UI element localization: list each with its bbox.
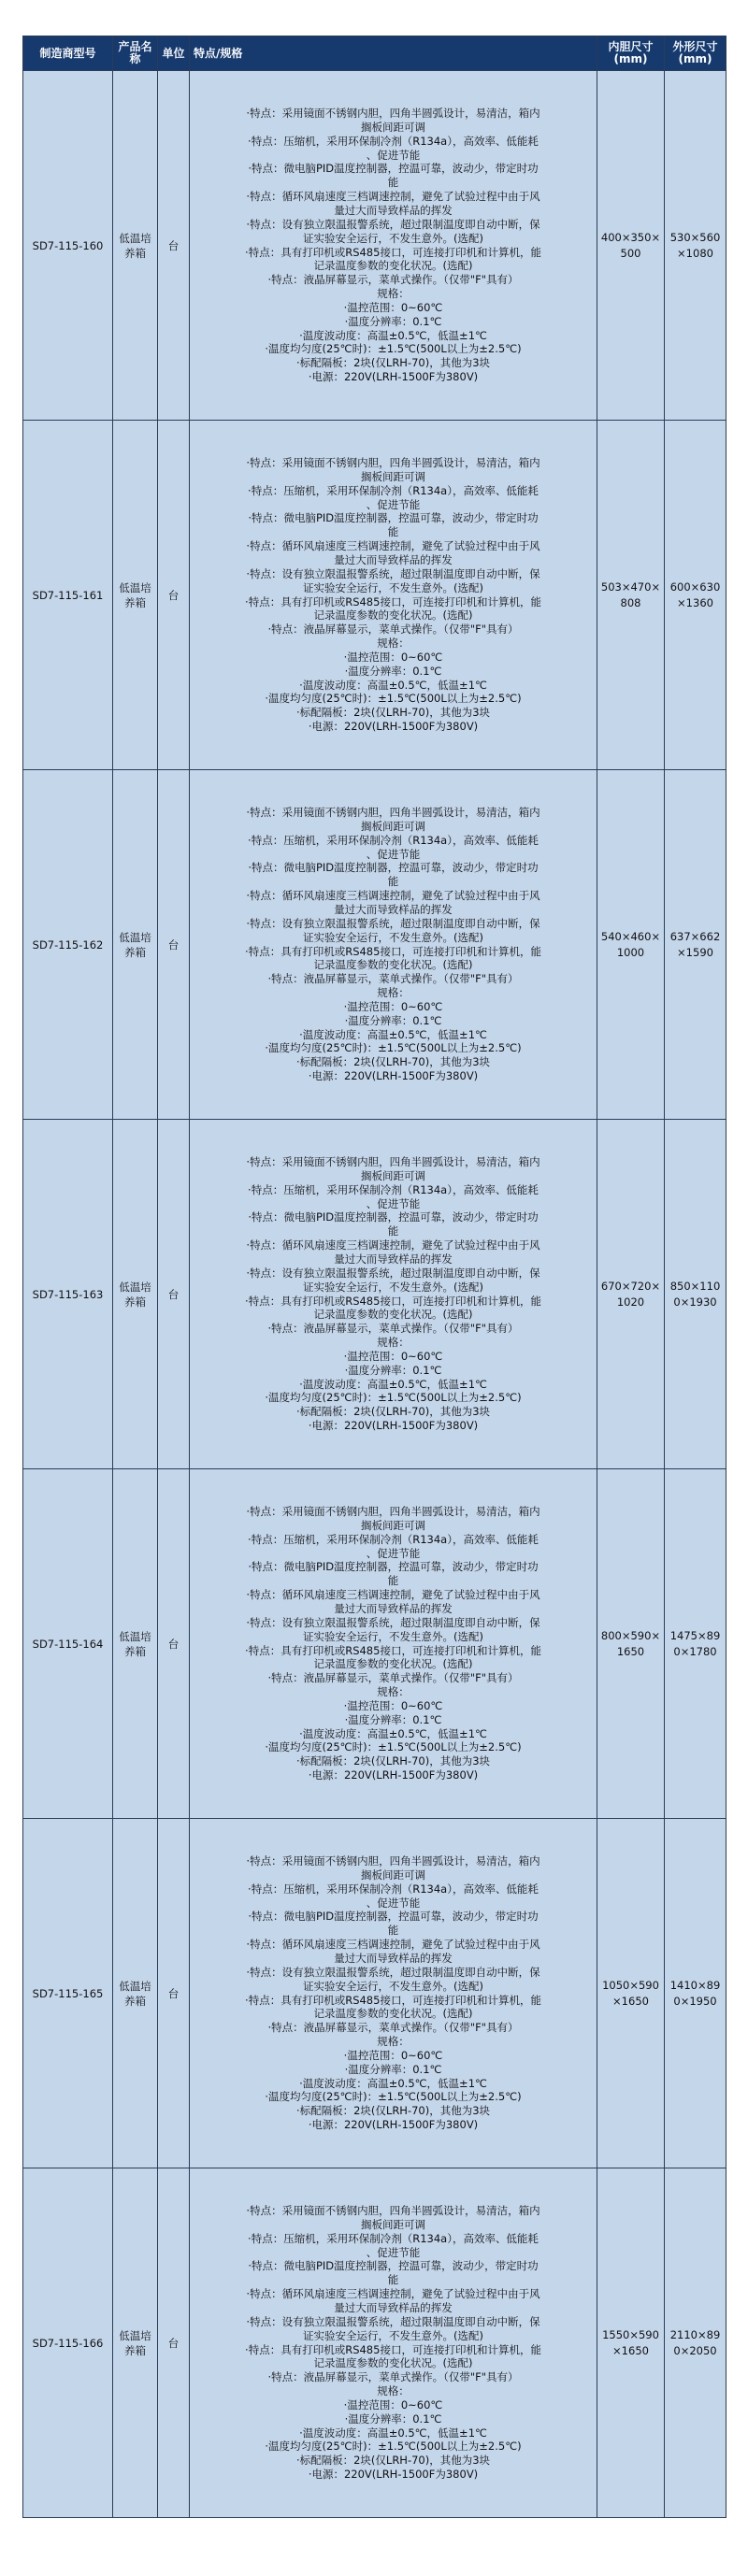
- spec-line: ·电源：220V(LRH-1500F为380V): [308, 1069, 479, 1083]
- table-row: [23, 71, 726, 421]
- table-row: [23, 1120, 726, 1469]
- header-inner-size: 内胆尺寸(mm): [597, 36, 665, 71]
- spec-cell: [190, 1469, 597, 1819]
- spec-line: 搁板间距可调: [361, 1168, 425, 1182]
- spec-line: ·特点：具有打印机或RS485接口，可连接打印机和计算机，能: [245, 2342, 541, 2356]
- spec-line: ·特点：微电脑PID温度控制器，控温可靠，波动少，带定时功: [248, 1910, 539, 1924]
- outer-size-cell: 1410×890×1950: [665, 1819, 726, 2168]
- product-name-cell: 低温培养箱: [113, 1120, 158, 1469]
- spec-line: 搁板间距可调: [361, 120, 425, 134]
- spec-line: 、促进节能: [366, 1896, 421, 1910]
- unit-cell: 台: [158, 2168, 190, 2518]
- spec-line: ·电源：220V(LRH-1500F为380V): [308, 2118, 479, 2132]
- spec-cell: [190, 2168, 597, 2518]
- spec-line: ·特点：液晶屏幕显示，菜单式操作。（仅带"F"具有）: [267, 273, 519, 287]
- spec-line: ·标配隔板：2块(仅LRH-70)，其他为3块: [295, 2454, 491, 2468]
- model-cell: SD7-115-161: [23, 421, 113, 770]
- outer-size-cell: 1475×890×1780: [665, 1469, 726, 1819]
- table-row: [23, 421, 726, 770]
- spec-line: ·特点：液晶屏幕显示，菜单式操作。（仅带"F"具有）: [267, 1671, 519, 1685]
- spec-line: ·温度均匀度(25℃时)：±1.5℃(500L以上为±2.5℃): [265, 1740, 522, 1754]
- unit-cell: 台: [158, 1120, 190, 1469]
- spec-line: 、促进节能: [366, 847, 421, 861]
- spec-line: ·电源：220V(LRH-1500F为380V): [308, 2468, 479, 2482]
- spec-line: ·特点：采用镜面不锈钢内胆，四角半圆弧设计，易清洁，箱内: [246, 456, 540, 470]
- unit-cell: 台: [158, 1819, 190, 2168]
- spec-line: 量过大而导致样品的挥发: [334, 2300, 453, 2314]
- spec-line: ·标配隔板：2块(仅LRH-70)，其他为3块: [295, 706, 491, 720]
- product-name-cell: 低温培养箱: [113, 71, 158, 421]
- spec-line: ·特点：设有独立限温报警系统，超过限制温度即自动中断，保: [246, 1615, 540, 1629]
- spec-line: 搁板间距可调: [361, 1868, 425, 1882]
- spec-line: 、促进节能: [366, 1196, 421, 1210]
- spec-line: ·温度分辨率：0.1℃: [344, 1013, 442, 1027]
- spec-line: 记录温度参数的变化状况。(选配): [313, 958, 473, 972]
- table-row: [23, 1469, 726, 1819]
- spec-line: 记录温度参数的变化状况。(选配): [313, 2007, 473, 2021]
- outer-size-cell: 850×1100×1930: [665, 1120, 726, 1469]
- spec-line: ·特点：压缩机，采用环保制冷剂（R134a），高效率、低能耗: [248, 1182, 539, 1196]
- spec-line: ·特点：设有独立限温报警系统，超过限制温度即自动中断，保: [246, 916, 540, 930]
- spec-line: ·标配隔板：2块(仅LRH-70)，其他为3块: [295, 2104, 491, 2118]
- spec-line: 证实验安全运行，不发生意外。(选配): [303, 2328, 483, 2342]
- spec-line: ·温度均匀度(25℃时)：±1.5℃(500L以上为±2.5℃): [265, 692, 522, 706]
- spec-line: ·特点：循环风扇速度三档调速控制，避免了试验过程中由于风: [246, 889, 540, 903]
- header-spec: 特点/规格: [190, 36, 597, 71]
- spec-line: ·温度均匀度(25℃时)：±1.5℃(500L以上为±2.5℃): [265, 2440, 522, 2454]
- header-model: 制造商型号: [23, 36, 113, 71]
- spec-line: 记录温度参数的变化状况。(选配): [313, 1657, 473, 1671]
- spec-line: 搁板间距可调: [361, 819, 425, 833]
- spec-line: ·特点：设有独立限温报警系统，超过限制温度即自动中断，保: [246, 217, 540, 231]
- spec-line: ·特点：具有打印机或RS485接口，可连接打印机和计算机，能: [245, 1993, 541, 2007]
- spec-line: 能: [387, 1924, 399, 1938]
- unit-cell: 台: [158, 71, 190, 421]
- table-row: [23, 2168, 726, 2518]
- spec-line: 搁板间距可调: [361, 1518, 425, 1532]
- spec-line: ·标配隔板：2块(仅LRH-70)，其他为3块: [295, 1055, 491, 1069]
- spec-line: 规格：: [377, 2384, 410, 2398]
- model-cell: SD7-115-165: [23, 1819, 113, 2168]
- spec-line: 量过大而导致样品的挥发: [334, 1951, 453, 1965]
- spec-line: ·特点：具有打印机或RS485接口，可连接打印机和计算机，能: [245, 245, 541, 259]
- header-outer-size: 外形尺寸(mm): [665, 36, 726, 71]
- unit-cell: 台: [158, 770, 190, 1120]
- spec-line: ·特点：采用镜面不锈钢内胆，四角半圆弧设计，易清洁，箱内: [246, 1854, 540, 1868]
- spec-line: ·温度波动度：高温±0.5℃，低温±1℃: [299, 328, 487, 342]
- product-name-cell: 低温培养箱: [113, 1469, 158, 1819]
- spec-line: ·温度分辨率：0.1℃: [344, 1712, 442, 1726]
- spec-line: ·特点：微电脑PID温度控制器，控温可靠，波动少，带定时功: [248, 1210, 539, 1224]
- spec-line: 量过大而导致样品的挥发: [334, 552, 453, 566]
- spec-line: 搁板间距可调: [361, 469, 425, 483]
- unit-cell: 台: [158, 421, 190, 770]
- spec-line: ·特点：压缩机，采用环保制冷剂（R134a），高效率、低能耗: [248, 483, 539, 497]
- spec-line: ·温度分辨率：0.1℃: [344, 2411, 442, 2426]
- spec-line: ·特点：压缩机，采用环保制冷剂（R134a），高效率、低能耗: [248, 833, 539, 847]
- spec-line: 证实验安全运行，不发生意外。(选配): [303, 930, 483, 944]
- model-cell: SD7-115-162: [23, 770, 113, 1120]
- spec-line: ·特点：微电脑PID温度控制器，控温可靠，波动少，带定时功: [248, 2259, 539, 2273]
- spec-line: ·特点：采用镜面不锈钢内胆，四角半圆弧设计，易清洁，箱内: [246, 2204, 540, 2218]
- spec-line: 量过大而导致样品的挥发: [334, 902, 453, 916]
- spec-line: 、促进节能: [366, 148, 421, 162]
- product-name-cell: 低温培养箱: [113, 421, 158, 770]
- spec-line: 量过大而导致样品的挥发: [334, 1252, 453, 1266]
- spec-line: ·特点：采用镜面不锈钢内胆，四角半圆弧设计，易清洁，箱内: [246, 806, 540, 820]
- spec-line: ·特点：具有打印机或RS485接口，可连接打印机和计算机，能: [245, 1294, 541, 1308]
- spec-line: ·电源：220V(LRH-1500F为380V): [308, 1419, 479, 1433]
- spec-line: 规格：: [377, 2035, 410, 2049]
- spec-line: ·温控范围：0~60℃: [343, 300, 443, 314]
- spec-line: 量过大而导致样品的挥发: [334, 1601, 453, 1615]
- spec-cell: [190, 1819, 597, 2168]
- spec-line: ·特点：循环风扇速度三档调速控制，避免了试验过程中由于风: [246, 1588, 540, 1602]
- spec-line: ·特点：设有独立限温报警系统，超过限制温度即自动中断，保: [246, 566, 540, 580]
- product-spec-table: [22, 36, 726, 2518]
- spec-line: ·温度波动度：高温±0.5℃，低温±1℃: [299, 678, 487, 692]
- spec-line: ·温度波动度：高温±0.5℃，低温±1℃: [299, 2426, 487, 2440]
- spec-line: ·特点：液晶屏幕显示，菜单式操作。（仅带"F"具有）: [267, 2370, 519, 2384]
- spec-line: ·标配隔板：2块(仅LRH-70)，其他为3块: [295, 1405, 491, 1419]
- spec-cell: [190, 770, 597, 1120]
- model-cell: SD7-115-166: [23, 2168, 113, 2518]
- inner-size-cell: 540×460×1000: [597, 770, 665, 1120]
- spec-line: 记录温度参数的变化状况。(选配): [313, 1308, 473, 1322]
- spec-line: ·标配隔板：2块(仅LRH-70)，其他为3块: [295, 356, 491, 370]
- spec-line: ·电源：220V(LRH-1500F为380V): [308, 370, 479, 384]
- product-name-cell: 低温培养箱: [113, 770, 158, 1120]
- table-header-row: [23, 36, 726, 71]
- spec-line: ·特点：微电脑PID温度控制器，控温可靠，波动少，带定时功: [248, 162, 539, 176]
- spec-line: ·特点：循环风扇速度三档调速控制，避免了试验过程中由于风: [246, 1238, 540, 1252]
- product-name-cell: 低温培养箱: [113, 1819, 158, 2168]
- spec-line: ·特点：循环风扇速度三档调速控制，避免了试验过程中由于风: [246, 190, 540, 204]
- outer-size-cell: 530×560×1080: [665, 71, 726, 421]
- spec-line: ·特点：具有打印机或RS485接口，可连接打印机和计算机，能: [245, 1643, 541, 1657]
- spec-line: 、促进节能: [366, 1546, 421, 1560]
- spec-line: ·温控范围：0~60℃: [343, 999, 443, 1013]
- header-name: 产品名称: [113, 36, 158, 71]
- header-unit: 单位: [158, 36, 190, 71]
- spec-line: ·温度波动度：高温±0.5℃，低温±1℃: [299, 1377, 487, 1391]
- model-cell: SD7-115-160: [23, 71, 113, 421]
- spec-line: 规格：: [377, 1685, 410, 1699]
- spec-line: ·特点：压缩机，采用环保制冷剂（R134a），高效率、低能耗: [248, 1532, 539, 1546]
- product-name-cell: 低温培养箱: [113, 2168, 158, 2518]
- outer-size-cell: 600×630×1360: [665, 421, 726, 770]
- spec-line: ·特点：压缩机，采用环保制冷剂（R134a），高效率、低能耗: [248, 134, 539, 148]
- spec-line: ·温度分辨率：0.1℃: [344, 664, 442, 678]
- spec-line: 、促进节能: [366, 497, 421, 511]
- spec-line: 记录温度参数的变化状况。(选配): [313, 608, 473, 623]
- spec-line: 规格：: [377, 986, 410, 1000]
- spec-line: 证实验安全运行，不发生意外。(选配): [303, 1280, 483, 1294]
- spec-line: 搁板间距可调: [361, 2217, 425, 2231]
- spec-line: ·特点：液晶屏幕显示，菜单式操作。（仅带"F"具有）: [267, 1322, 519, 1336]
- spec-line: ·温度分辨率：0.1℃: [344, 314, 442, 328]
- table-row: [23, 770, 726, 1120]
- inner-size-cell: 800×590×1650: [597, 1469, 665, 1819]
- inner-size-cell: 400×350×500: [597, 71, 665, 421]
- spec-line: 证实验安全运行，不发生意外。(选配): [303, 1979, 483, 1993]
- spec-line: ·特点：采用镜面不锈钢内胆，四角半圆弧设计，易清洁，箱内: [246, 1155, 540, 1169]
- spec-line: ·温度波动度：高温±0.5℃，低温±1℃: [299, 1726, 487, 1740]
- spec-line: ·特点：微电脑PID温度控制器，控温可靠，波动少，带定时功: [248, 1560, 539, 1574]
- spec-line: ·温度均匀度(25℃时)：±1.5℃(500L以上为±2.5℃): [265, 342, 522, 356]
- spec-cell: [190, 421, 597, 770]
- spec-line: 证实验安全运行，不发生意外。(选配): [303, 1629, 483, 1643]
- spec-line: ·温度均匀度(25℃时)：±1.5℃(500L以上为±2.5℃): [265, 1391, 522, 1405]
- spec-line: 能: [387, 1574, 399, 1588]
- spec-line: 规格：: [377, 637, 410, 651]
- spec-line: 规格：: [377, 287, 410, 301]
- spec-line: ·特点：循环风扇速度三档调速控制，避免了试验过程中由于风: [246, 1938, 540, 1952]
- spec-line: ·温度波动度：高温±0.5℃，低温±1℃: [299, 1027, 487, 1041]
- spec-line: 能: [387, 525, 399, 539]
- spec-line: ·电源：220V(LRH-1500F为380V): [308, 1768, 479, 1782]
- spec-line: 能: [387, 875, 399, 889]
- spec-line: ·温控范围：0~60℃: [343, 650, 443, 664]
- spec-line: ·温度波动度：高温±0.5℃，低温±1℃: [299, 2076, 487, 2090]
- spec-line: ·温度分辨率：0.1℃: [344, 1363, 442, 1377]
- spec-line: ·温度均匀度(25℃时)：±1.5℃(500L以上为±2.5℃): [265, 2090, 522, 2104]
- spec-line: 记录温度参数的变化状况。(选配): [313, 259, 473, 273]
- spec-line: ·温控范围：0~60℃: [343, 2397, 443, 2411]
- spec-line: 能: [387, 176, 399, 190]
- spec-line: ·特点：压缩机，采用环保制冷剂（R134a），高效率、低能耗: [248, 1882, 539, 1896]
- table-body: [23, 71, 726, 2518]
- spec-line: ·特点：设有独立限温报警系统，超过限制温度即自动中断，保: [246, 1266, 540, 1280]
- inner-size-cell: 1550×590×1650: [597, 2168, 665, 2518]
- inner-size-cell: 503×470×808: [597, 421, 665, 770]
- model-cell: SD7-115-163: [23, 1120, 113, 1469]
- inner-size-cell: 1050×590×1650: [597, 1819, 665, 2168]
- spec-line: ·特点：液晶屏幕显示，菜单式操作。（仅带"F"具有）: [267, 623, 519, 637]
- spec-line: ·特点：循环风扇速度三档调速控制，避免了试验过程中由于风: [246, 2287, 540, 2301]
- inner-size-cell: 670×720×1020: [597, 1120, 665, 1469]
- spec-cell: [190, 1120, 597, 1469]
- spec-line: 、促进节能: [366, 2245, 421, 2259]
- spec-line: ·特点：设有独立限温报警系统，超过限制温度即自动中断，保: [246, 2314, 540, 2328]
- unit-cell: 台: [158, 1469, 190, 1819]
- spec-line: ·特点：设有独立限温报警系统，超过限制温度即自动中断，保: [246, 1965, 540, 1979]
- spec-line: ·特点：液晶屏幕显示，菜单式操作。（仅带"F"具有）: [267, 2021, 519, 2035]
- spec-line: 证实验安全运行，不发生意外。(选配): [303, 580, 483, 594]
- spec-line: ·温控范围：0~60℃: [343, 1349, 443, 1363]
- spec-line: 记录温度参数的变化状况。(选配): [313, 2356, 473, 2370]
- spec-line: ·特点：采用镜面不锈钢内胆，四角半圆弧设计，易清洁，箱内: [246, 107, 540, 121]
- spec-line: ·特点：采用镜面不锈钢内胆，四角半圆弧设计，易清洁，箱内: [246, 1505, 540, 1519]
- spec-line: ·特点：微电脑PID温度控制器，控温可靠，波动少，带定时功: [248, 511, 539, 525]
- spec-line: ·电源：220V(LRH-1500F为380V): [308, 720, 479, 734]
- outer-size-cell: 637×662×1590: [665, 770, 726, 1120]
- spec-line: ·特点：压缩机，采用环保制冷剂（R134a），高效率、低能耗: [248, 2231, 539, 2245]
- spec-line: 量过大而导致样品的挥发: [334, 203, 453, 217]
- table-row: [23, 1819, 726, 2168]
- spec-line: ·温控范围：0~60℃: [343, 1698, 443, 1712]
- spec-line: ·标配隔板：2块(仅LRH-70)，其他为3块: [295, 1754, 491, 1768]
- spec-line: 证实验安全运行，不发生意外。(选配): [303, 231, 483, 245]
- outer-size-cell: 2110×890×2050: [665, 2168, 726, 2518]
- spec-line: 能: [387, 1224, 399, 1238]
- spec-line: ·温度分辨率：0.1℃: [344, 2062, 442, 2076]
- spec-line: ·特点：具有打印机或RS485接口，可连接打印机和计算机，能: [245, 944, 541, 958]
- spec-line: ·特点：具有打印机或RS485接口，可连接打印机和计算机，能: [245, 594, 541, 608]
- spec-line: 能: [387, 2273, 399, 2287]
- spec-line: 规格：: [377, 1336, 410, 1350]
- spec-cell: [190, 71, 597, 421]
- model-cell: SD7-115-164: [23, 1469, 113, 1819]
- spec-line: ·温控范围：0~60℃: [343, 2048, 443, 2062]
- spec-line: ·特点：液晶屏幕显示，菜单式操作。（仅带"F"具有）: [267, 972, 519, 986]
- spec-line: ·特点：微电脑PID温度控制器，控温可靠，波动少，带定时功: [248, 861, 539, 875]
- spec-line: ·温度均匀度(25℃时)：±1.5℃(500L以上为±2.5℃): [265, 1041, 522, 1055]
- spec-line: ·特点：循环风扇速度三档调速控制，避免了试验过程中由于风: [246, 539, 540, 553]
